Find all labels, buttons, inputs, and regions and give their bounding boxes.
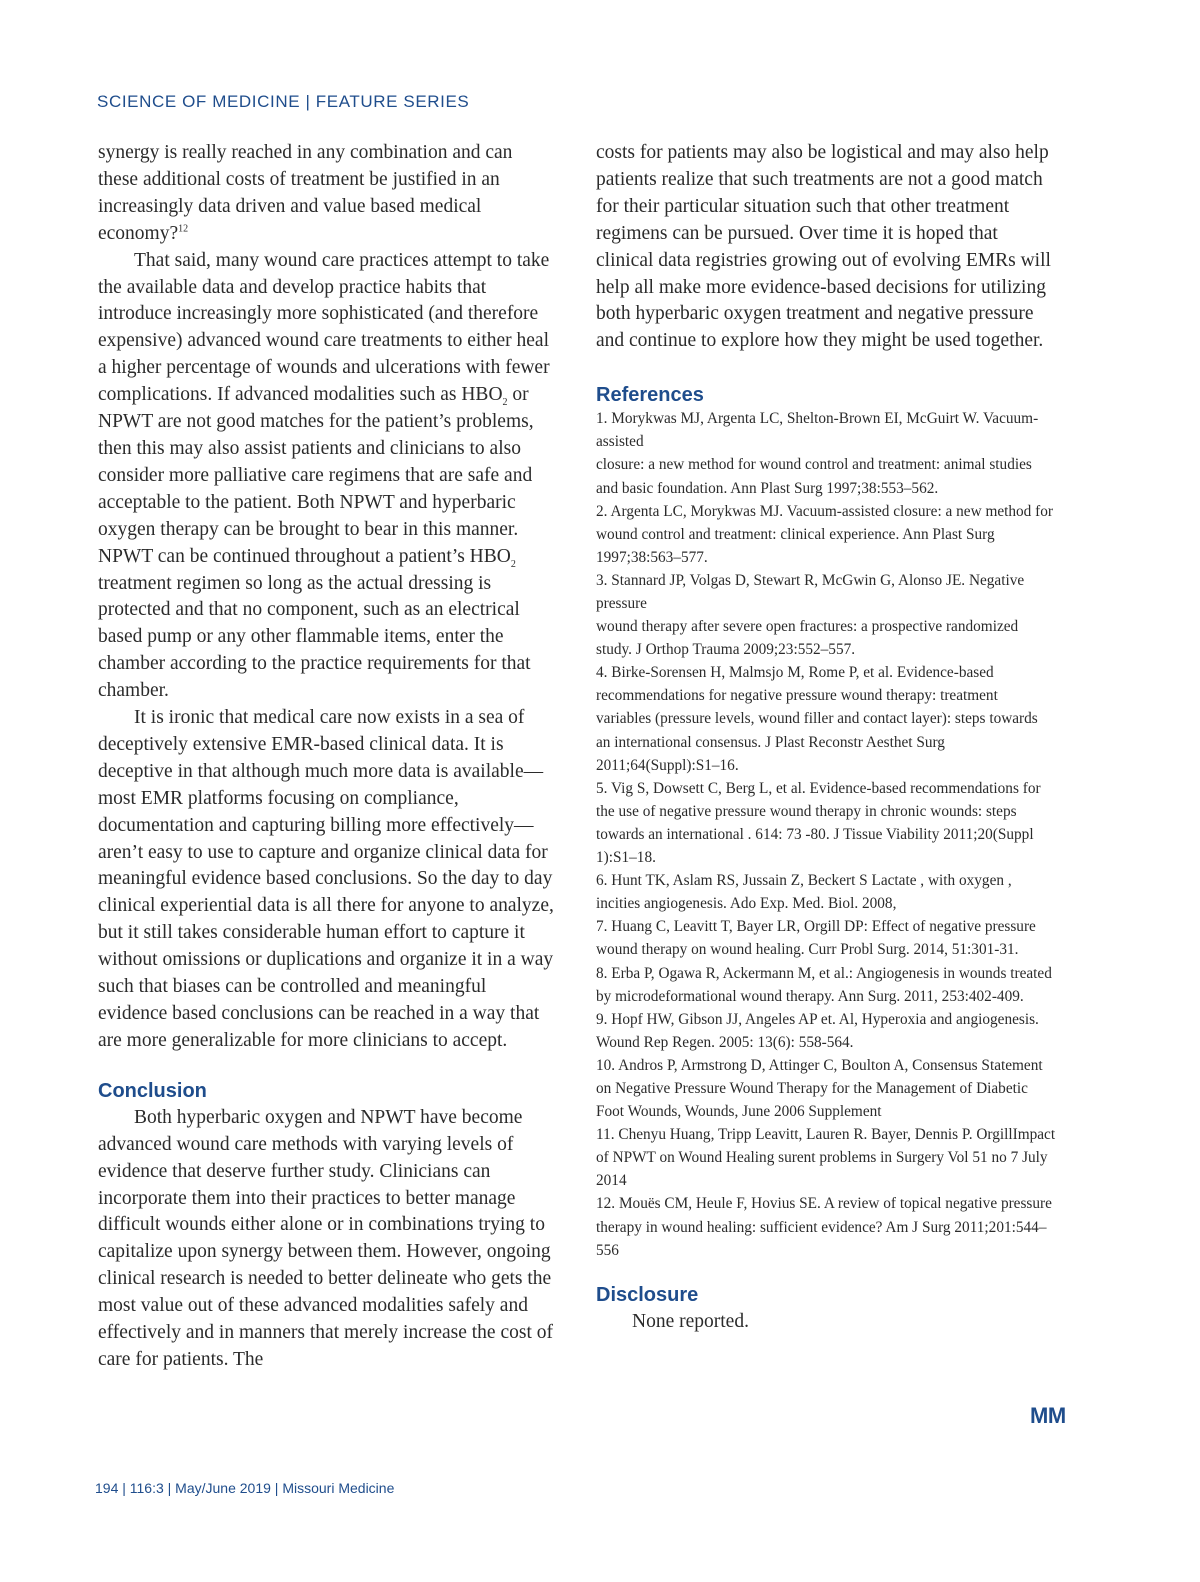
left-column bbox=[98, 140, 554, 1374]
right-column bbox=[596, 140, 1056, 1336]
reference-item: wound therapy after severe open fractures: a prospective randomized study. J Orthop Trauma 2009;23:552–557. bbox=[596, 618, 1019, 659]
series-header: SCIENCE OF MEDICINE | FEATURE SERIES bbox=[97, 92, 470, 111]
subscript-2: 2 bbox=[502, 397, 508, 409]
conclusion-paragraph: Both hyperbaric oxygen and NPWT have become advanced wound care methods with varying levels of evidence that deserve further study. Clinicians can incorporate them into their practices to better manage difficult wounds either alone or in combinations trying to capitalize upon synergy between them. However, ongoing clinical research is needed to better delineate who gets the most value out of these advanced modalities safely and effectively and in manners that merely increase the cost of care for patients. The bbox=[98, 1106, 553, 1370]
disclosure-text: None reported. bbox=[632, 1310, 749, 1332]
reference-item: 7. Huang C, Leavitt T, Bayer LR, Orgill DP: Effect of negative pressure wound therapy on wound healing. Curr Probl Surg. 2014, 51:301-31. bbox=[596, 918, 1036, 959]
reference-item: 12. Mouës CM, Heule F, Hovius SE. A review of topical negative pressure therapy in wound healing: sufficient evidence? Am J Surg 2011;201:544–556 bbox=[596, 1195, 1052, 1259]
reference-item: 5. Vig S, Dowsett C, Berg L, et al. Evidence-based recommendations for the use of negative pressure wound therapy in chronic wounds: steps towards an international . 614: 73 -80. J Tissue Viability 2011;20(Suppl 1):S1–18. bbox=[596, 779, 1041, 867]
reference-item: 4. Birke-Sorensen H, Malmsjo M, Rome P, et al. Evidence-based recommendations for negative pressure wound therapy: treatment variables (pressure levels, wound filler and contact layer): steps towards an international consensus. J Plast Reconstr Aesthet Surg 2011;64(Suppl):S1–16. bbox=[596, 664, 1038, 774]
paragraph-costs: costs for patients may also be logistical and may also help patients realize that such treatments are not a good match for their particular situation such that other treatment regimens can be pursued. Over time it is hoped that clinical data registries growing out of evolving EMRs will help all make more evidence-based decisions for utilizing both hyperbaric oxygen treatment and negative pressure and continue to explore how they might be used together. bbox=[596, 142, 1051, 352]
reference-item: 9. Hopf HW, Gibson JJ, Angeles AP et. Al, Hyperoxia and angiogenesis. Wound Rep Regen. 2005: 13(6): 558-564. bbox=[596, 1010, 1039, 1051]
conclusion-heading: Conclusion bbox=[98, 1079, 207, 1102]
disclosure-heading: Disclosure bbox=[596, 1283, 699, 1306]
missouri-medicine-logo: MM bbox=[1030, 1403, 1066, 1428]
paragraph-emr: It is ironic that medical care now exists in a sea of deceptively extensive EMR-based clinical data. It is deceptive in that although much more data is available—most EMR platforms focusing on compliance, documentation and capturing billing more effectively— aren’t easy to use to capture and organize clinical data for meaningful evidence based conclusions. So the day to day clinical experiential data is all there for anyone to analyze, but it still takes considerable human effort to capture it without omissions or duplications and organize it in a way such that biases can be controlled and meaningful evidence based conclusions can be reached in a way that are more generalizable for more clinicians to accept. bbox=[98, 707, 554, 1051]
reference-item: 3. Stannard JP, Volgas D, Stewart R, McGwin G, Alonso JE. Negative pressure bbox=[596, 571, 1025, 612]
reference-item: 11. Chenyu Huang, Tripp Leavitt, Lauren R. Bayer, Dennis P. OrgillImpact of NPWT on Wound Healing surent problems in Surgery Vol 51 no 7 July 2014 bbox=[596, 1126, 1056, 1190]
reference-item: 8. Erba P, Ogawa R, Ackermann M, et al.: Angiogenesis in wounds treated by microdeformational wound therapy. Ann Surg. 2011, 253:402-409. bbox=[596, 964, 1052, 1005]
paragraph-practice-habits: That said, many wound care practices attempt to take the available data and develop practice habits that introduce increasingly more sophisticated (and therefore expensive) advanced wound care treatments to either heal a higher percentage of wounds and ulcerations with fewer complications. If advanced modalities such as $HBO_2$ or NPWT are not good matches for the patient’s problems, then this may also assist patients and clinicians to also consider more palliative care regimens that are safe and acceptable to the patient. Both NPWT and hyperbaric oxygen therapy can be brought to bear in this manner. NPWT can be continued throughout a patient’s $HBO_2$ treatment regimen so long as the actual dressing is protected and that no component, such as an electrical based pump or any other flammable items, enter the chamber according to the practice requirements for that chamber. bbox=[98, 249, 550, 702]
references-heading: References bbox=[596, 384, 704, 407]
reference-item: 6. Hunt TK, Aslam RS, Jussain Z, Beckert S Lactate , with oxygen , incities angiogenesis. Ado Exp. Med. Biol. 2008, bbox=[596, 872, 1012, 913]
paragraph-synergy: synergy is really reached in any combination and can these additional costs of treatment be justified in an increasingly data driven and value based medical economy?$^{12}$ bbox=[98, 142, 513, 244]
reference-item: 10. Andros P, Armstrong D, Attinger C, Boulton A, Consensus Statement on Negative Pressure Wound Therapy for the Management of Diabetic Foot Wounds, Wounds, June 2006 Supplement bbox=[596, 1056, 1043, 1121]
citation-superscript: 12 bbox=[178, 223, 189, 235]
reference-item: 2. Argenta LC, Morykwas MJ. Vacuum-assisted closure: a new method for wound control and treatment: clinical experience. Ann Plast Surg 1997;38:563–577. bbox=[596, 502, 1053, 566]
reference-item: closure: a new method for wound control and treatment: animal studies and basic foundation. Ann Plast Surg 1997;38:553–562. bbox=[596, 456, 1032, 497]
reference-item: 1. Morykwas MJ, Argenta LC, Shelton-Brown EI, McGuirt W. Vacuum-assisted bbox=[596, 410, 1039, 451]
page-footer: 194 | 116:3 | May/June 2019 | Missouri Medicine bbox=[95, 1480, 395, 1496]
reference-list bbox=[596, 407, 1056, 1261]
subscript-2: 2 bbox=[510, 558, 516, 570]
